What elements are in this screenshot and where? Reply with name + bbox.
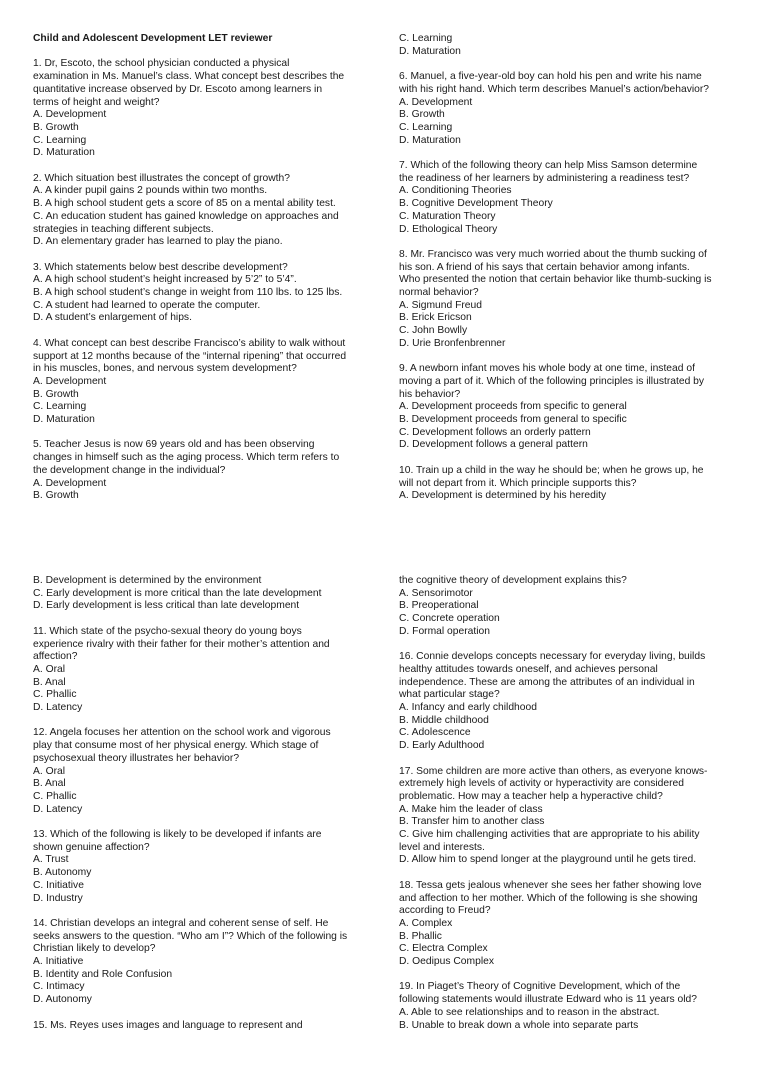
text-line: D. Early Adulthood [399, 740, 485, 752]
text-line: C. Learning [33, 401, 87, 413]
text-line: C. Electra Complex [399, 943, 488, 955]
text-line: strategies in teaching different subjects. [33, 223, 214, 235]
text-line: D. Formal operation [399, 625, 490, 637]
text-line: C. Initiative [33, 879, 84, 891]
text-line: C. Learning [399, 33, 453, 44]
question-block [399, 71, 737, 147]
text-line: 9. A newborn infant moves his whole body at one time, instead of [399, 363, 695, 375]
text-line: A. Initiative [33, 956, 84, 968]
text-line: 1. Dr, Escoto, the school physician conducted a physical [33, 58, 290, 70]
text-line: B. Growth [33, 388, 79, 400]
text-line: level and interests. [399, 841, 485, 853]
text-line: A. Trust [33, 854, 69, 866]
text-line: play that consume most of her physical energy. Which stage of [33, 740, 319, 752]
text-line: 14. Christian develops an integral and coherent sense of self. He [33, 917, 329, 929]
text-line: D. Ethological Theory [399, 223, 498, 235]
text-line: 4. What concept can best describe Francisco’s ability to walk without [33, 337, 346, 349]
text-line: 15. Ms. Reyes uses images and language to represent and [33, 1019, 303, 1031]
text-line: 18. Tessa gets jealous whenever she sees her father showing love [399, 879, 702, 891]
text-line: A. Development [33, 109, 107, 121]
question-block [399, 465, 737, 503]
page-panel-2 [0, 535, 768, 1070]
text-line: D. Urie Bronfenbrenner [399, 337, 506, 349]
text-line: Who presented the notion that certain behavior like thumb-sucking is [399, 274, 712, 286]
text-line: D. Maturation [33, 414, 95, 426]
text-line: D. A student’s enlargement of hips. [33, 312, 192, 324]
question-block [399, 363, 737, 452]
text-line: A. Development is determined by his heredity [399, 490, 607, 502]
text-line: following statements would illustrate Edward who is 11 years old? [399, 994, 697, 1006]
text-line: 6. Manuel, a five-year-old boy can hold his pen and write his name [399, 71, 702, 83]
text-line: A. Oral [33, 765, 66, 777]
question-block [33, 58, 371, 160]
text-line: C. John Bowlly [399, 325, 468, 337]
text-line: D. Maturation [399, 45, 461, 57]
text-line: what particular stage? [399, 689, 500, 701]
text-line: D. Latency [33, 803, 83, 815]
text-line: 13. Which of the following is likely to be developed if infants are [33, 829, 322, 841]
text-line: 7. Which of the following theory can help Miss Samson determine [399, 160, 698, 171]
question-block [33, 727, 371, 816]
text-line: C. Development follows an orderly pattern [399, 426, 591, 438]
text-line: problematic. How may a teacher help a hyperactive child? [399, 790, 663, 802]
text-line: healthy attitudes towards oneself, and achieves personal [399, 663, 658, 675]
text-line: B. Phallic [399, 930, 442, 942]
question-block [399, 33, 737, 58]
text-line: independence. These are among the attributes of an individual in [399, 676, 695, 688]
question-block [33, 1020, 371, 1033]
text-line: A. Development proceeds from specific to general [399, 401, 627, 413]
text-line: B. Anal [33, 778, 66, 790]
text-line: C. Give him challenging activities that are appropriate to his ability [399, 829, 700, 841]
text-line: B. A high school student’s change in weight from 110 lbs. to 125 lbs. [33, 287, 343, 299]
question-block [399, 880, 737, 969]
text-line: B. Autonomy [33, 867, 92, 879]
question-block [399, 575, 737, 639]
text-line: shown genuine affection? [33, 841, 150, 853]
text-line: C. Concrete operation [399, 613, 500, 625]
text-line: support at 12 months because of the “internal ripening” that occurred [33, 350, 347, 362]
question-block [399, 651, 737, 753]
text-line: B. Identity and Role Confusion [33, 968, 173, 980]
question-block [33, 918, 371, 1007]
question-block [33, 439, 371, 503]
text-line: affection? [33, 651, 78, 663]
text-line: A. Oral [33, 663, 66, 675]
text-line: quantitative increase observed by Dr. Escoto among learners in [33, 83, 323, 95]
text-line: will not depart from it. Which principle supports this? [399, 477, 637, 489]
text-line: D. Maturation [399, 134, 461, 146]
text-line: D. An elementary grader has learned to play the piano. [33, 236, 283, 248]
text-line: 5. Teacher Jesus is now 69 years old and has been observing [33, 439, 315, 451]
question-block [33, 626, 371, 715]
text-line: A. Infancy and early childhood [399, 702, 537, 714]
text-line: and affection to her mother. Which of the following is she showing [399, 892, 698, 904]
question-block [33, 575, 371, 613]
text-line: according to Freud? [399, 905, 491, 917]
text-line: B. Erick Ericson [399, 312, 472, 324]
text-line: 11. Which state of the psycho-sexual theory do young boys [33, 625, 302, 637]
text-line: the cognitive theory of development explains this? [399, 575, 627, 586]
text-line: 2. Which situation best illustrates the concept of growth? [33, 172, 290, 184]
text-line: examination in Ms. Manuel’s class. What concept best describes the [33, 71, 345, 83]
question-block [399, 249, 737, 351]
text-line: 12. Angela focuses her attention on the school work and vigorous [33, 727, 331, 739]
text-line: the readiness of her learners by administering a readiness test? [399, 172, 690, 184]
text-line: C. A student had learned to operate the computer. [33, 299, 261, 311]
text-line: 8. Mr. Francisco was very much worried about the thumb sucking of [399, 248, 707, 260]
right-column [399, 33, 737, 516]
text-line: normal behavior? [399, 287, 479, 299]
text-line: D. Autonomy [33, 994, 92, 1006]
text-line: A. Conditioning Theories [399, 185, 512, 197]
text-line: 17. Some children are more active than others, as everyone knows- [399, 765, 708, 777]
question-block [399, 981, 737, 1032]
text-line: 16. Connie develops concepts necessary for everyday living, builds [399, 651, 706, 663]
question-block [33, 829, 371, 905]
text-line: A. Complex [399, 917, 453, 929]
text-line: 10. Train up a child in the way he should be; when he grows up, he [399, 464, 704, 476]
text-line: A. Make him the leader of class [399, 803, 543, 815]
right-column [399, 575, 737, 1045]
text-line: terms of height and weight? [33, 96, 160, 108]
text-line: B. Preoperational [399, 600, 479, 612]
document-title: Child and Adolescent Development LET reviewer [33, 33, 273, 44]
text-line: psychosexual theory illustrates her behavior? [33, 752, 240, 764]
text-line: D. Development follows a general pattern [399, 439, 588, 451]
question-list [399, 33, 737, 503]
left-column [33, 33, 371, 516]
text-line: with his right hand. Which term describes Manuel’s action/behavior? [399, 83, 710, 95]
question-list [33, 58, 371, 503]
text-line: extremely high levels of activity or hyperactivity are considered [399, 778, 685, 790]
text-line: C. Intimacy [33, 981, 85, 993]
question-block [33, 173, 371, 249]
text-line: B. Transfer him to another class [399, 816, 545, 828]
question-block [33, 338, 371, 427]
text-line: B. Anal [33, 676, 66, 688]
text-line: A. Sensorimotor [399, 587, 473, 599]
text-line: B. Growth [33, 121, 79, 133]
text-line: A. Sigmund Freud [399, 299, 482, 311]
text-line: C. Phallic [33, 689, 77, 701]
left-column [33, 575, 371, 1045]
text-line: C. Learning [33, 134, 87, 146]
text-line: C. Early development is more critical than the late development [33, 587, 322, 599]
question-block [399, 160, 737, 236]
text-line: D. Early development is less critical than late development [33, 600, 300, 612]
text-line: his son. A friend of his says that certain behavior among infants. [399, 261, 690, 273]
text-line: changes in himself such as the aging process. Which term refers to [33, 452, 340, 464]
text-line: B. Development is determined by the environment [33, 575, 262, 586]
text-line: 3. Which statements below best describe development? [33, 261, 288, 273]
text-line: D. Maturation [33, 147, 95, 159]
text-line: C. Adolescence [399, 727, 471, 739]
question-list [33, 575, 371, 1032]
text-line: experience rivalry with their father for their mother’s attention and [33, 638, 330, 650]
text-line: the development change in the individual? [33, 464, 226, 476]
text-line: A. Development [33, 375, 107, 387]
text-line: B. Middle childhood [399, 714, 489, 726]
text-line: A. A high school student’s height increased by 5’2” to 5’4”. [33, 274, 297, 286]
text-line: B. A high school student gets a score of 85 on a mental ability test. [33, 198, 336, 210]
text-line: B. Growth [399, 109, 445, 121]
text-line: C. Phallic [33, 790, 77, 802]
text-line: D. Industry [33, 892, 83, 904]
text-line: B. Unable to break down a whole into separate parts [399, 1019, 639, 1031]
text-line: A. A kinder pupil gains 2 pounds within two months. [33, 185, 268, 197]
text-line: Christian likely to develop? [33, 943, 156, 955]
question-list [399, 575, 737, 1032]
text-line: A. Development [33, 477, 107, 489]
question-block [33, 262, 371, 326]
text-line: B. Growth [33, 490, 79, 502]
text-line: seeks answers to the question. “Who am I”? Which of the following is [33, 930, 348, 942]
question-block [399, 766, 737, 868]
text-line: C. Maturation Theory [399, 210, 496, 222]
text-line: A. Able to see relationships and to reason in the abstract. [399, 1006, 660, 1018]
text-line: C. An education student has gained knowledge on approaches and [33, 210, 339, 222]
text-line: D. Allow him to spend longer at the playground until he gets tired. [399, 854, 697, 866]
text-line: B. Development proceeds from general to specific [399, 414, 627, 426]
text-line: B. Cognitive Development Theory [399, 198, 553, 210]
text-line: D. Oedipus Complex [399, 956, 494, 968]
text-line: in his muscles, bones, and nervous system development? [33, 363, 297, 375]
text-line: A. Development [399, 96, 473, 108]
text-line: D. Latency [33, 702, 83, 714]
text-line: 19. In Piaget’s Theory of Cognitive Development, which of the [399, 981, 681, 993]
text-line: moving a part of it. Which of the following principles is illustrated by [399, 375, 705, 387]
text-line: his behavior? [399, 388, 461, 400]
text-line: C. Learning [399, 121, 453, 133]
